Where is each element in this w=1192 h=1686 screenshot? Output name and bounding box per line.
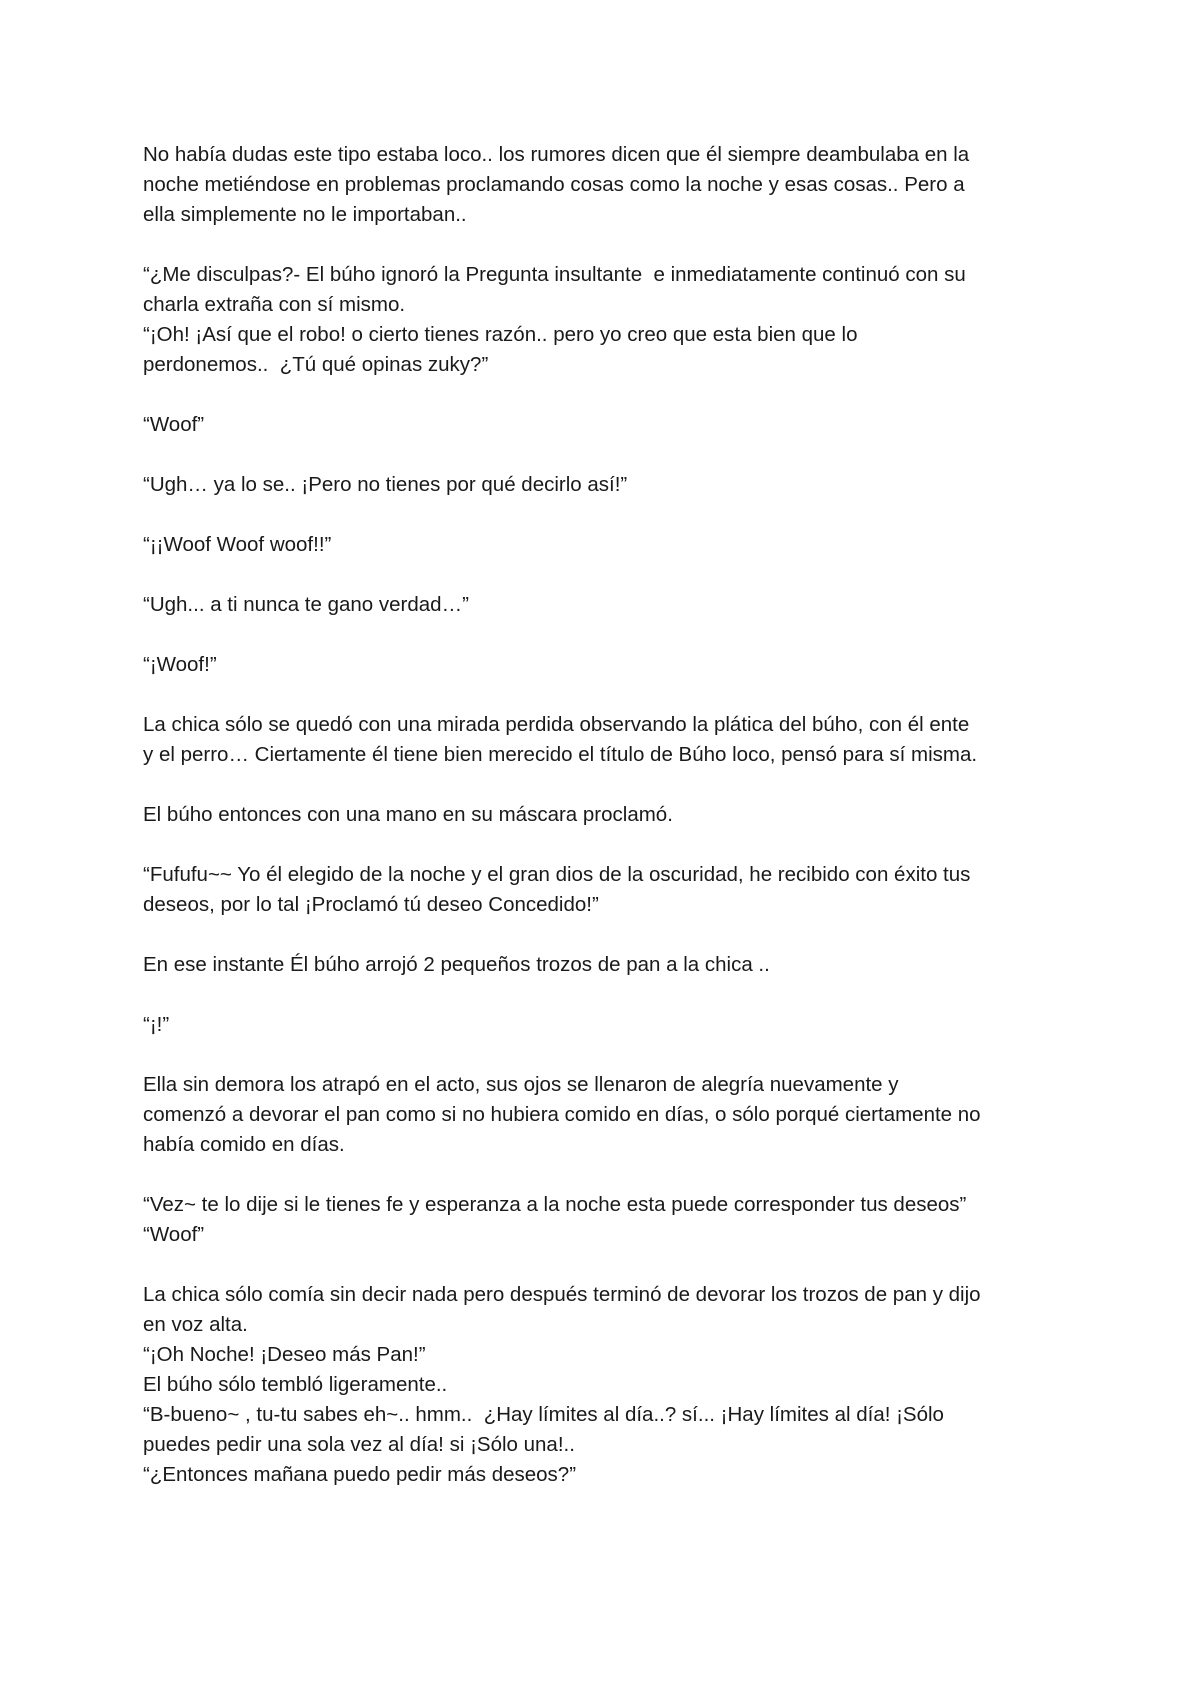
text-line: “¡Oh! ¡Así que el robo! o cierto tienes razón.. pero yo creo que esta bien que lo	[143, 323, 858, 346]
text-line: En ese instante Él búho arrojó 2 pequeños trozos de pan a la chica ..	[143, 953, 770, 976]
paragraph	[143, 1190, 1058, 1250]
text-line: La chica sólo se quedó con una mirada perdida observando la plática del búho, con él ente	[143, 713, 970, 736]
paragraph-gap	[143, 770, 1058, 800]
text-line: había comido en días.	[143, 1133, 345, 1156]
paragraph	[143, 470, 1058, 500]
paragraph	[143, 1010, 1058, 1040]
paragraph-gap	[143, 980, 1058, 1010]
text-line: El búho sólo tembló ligeramente..	[143, 1373, 448, 1396]
paragraph-gap	[143, 620, 1058, 650]
text-line: El búho entonces con una mano en su máscara proclamó.	[143, 803, 673, 826]
text-line: “¿Entonces mañana puedo pedir más deseos?”	[143, 1463, 577, 1486]
text-line: No había dudas este tipo estaba loco.. los rumores dicen que él siempre deambulaba en la	[143, 143, 970, 166]
paragraph	[143, 530, 1058, 560]
paragraph	[143, 1280, 1058, 1490]
text-line: “¡¡Woof Woof woof!!”	[143, 533, 332, 556]
paragraph	[143, 1070, 1058, 1160]
text-line: comenzó a devorar el pan como si no hubiera comido en días, o sólo porqué ciertamente no	[143, 1103, 981, 1126]
text-line: noche metiéndose en problemas proclamando cosas como la noche y esas cosas.. Pero a	[143, 173, 965, 196]
paragraph	[143, 650, 1058, 680]
paragraph-gap	[143, 680, 1058, 710]
text-line: puedes pedir una sola vez al día! si ¡Sólo una!..	[143, 1433, 575, 1456]
paragraph-gap	[143, 830, 1058, 860]
text-line: “¿Me disculpas?- El búho ignoró la Pregunta insultante e inmediatamente continuó con su	[143, 263, 966, 286]
text-line: “Vez~ te lo dije si le tienes fe y esperanza a la noche esta puede corresponder tus deseos”	[143, 1193, 967, 1216]
text-line: “Fufufu~~ Yo él elegido de la noche y el gran dios de la oscuridad, he recibido con éxito tus	[143, 863, 971, 886]
paragraph	[143, 410, 1058, 440]
text-line: “Ugh… ya lo se.. ¡Pero no tienes por qué decirlo así!”	[143, 473, 628, 496]
text-line: “¡Woof!”	[143, 653, 217, 676]
text-line: “¡!”	[143, 1013, 170, 1036]
text-line: charla extraña con sí mismo.	[143, 293, 406, 316]
text-line: ella simplemente no le importaban..	[143, 203, 467, 226]
document-text-body	[143, 140, 1058, 1490]
text-line: Ella sin demora los atrapó en el acto, sus ojos se llenaron de alegría nuevamente y	[143, 1073, 899, 1096]
paragraph-gap	[143, 1250, 1058, 1280]
paragraph-gap	[143, 380, 1058, 410]
paragraph-gap	[143, 560, 1058, 590]
paragraph	[143, 140, 1058, 230]
paragraph-gap	[143, 1160, 1058, 1190]
paragraph-gap	[143, 230, 1058, 260]
paragraph	[143, 260, 1058, 380]
text-line: “Woof”	[143, 1223, 205, 1246]
paragraph-gap	[143, 440, 1058, 470]
text-line: en voz alta.	[143, 1313, 248, 1336]
paragraph-gap	[143, 1040, 1058, 1070]
paragraph	[143, 710, 1058, 770]
paragraph	[143, 950, 1058, 980]
text-line: “¡Oh Noche! ¡Deseo más Pan!”	[143, 1343, 426, 1366]
text-line: perdonemos.. ¿Tú qué opinas zuky?”	[143, 353, 489, 376]
paragraph	[143, 860, 1058, 920]
text-line: “Woof”	[143, 413, 205, 436]
text-line: “B-bueno~ , tu-tu sabes eh~.. hmm.. ¿Hay límites al día..? sí... ¡Hay límites al día! ¡Sólo	[143, 1403, 944, 1426]
paragraph-gap	[143, 500, 1058, 530]
text-line: deseos, por lo tal ¡Proclamó tú deseo Concedido!”	[143, 893, 599, 916]
text-line: “Ugh... a ti nunca te gano verdad…”	[143, 593, 469, 616]
text-line: y el perro… Ciertamente él tiene bien merecido el título de Búho loco, pensó para sí misma.	[143, 743, 978, 766]
paragraph-gap	[143, 920, 1058, 950]
text-line: La chica sólo comía sin decir nada pero después terminó de devorar los trozos de pan y dijo	[143, 1283, 981, 1306]
paragraph	[143, 800, 1058, 830]
paragraph	[143, 590, 1058, 620]
